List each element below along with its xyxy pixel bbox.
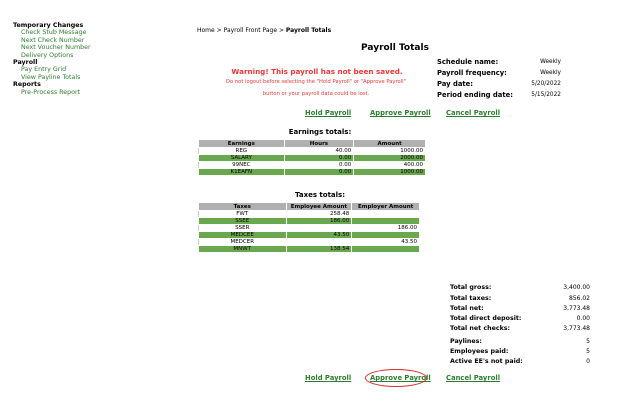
paylines-label: Paylines: bbox=[450, 338, 482, 345]
cancel-payroll-button-bottom[interactable]: Cancel Payroll bbox=[446, 374, 501, 382]
period-ending-date-value: 5/15/2022 bbox=[531, 92, 561, 98]
tax-code: FWT bbox=[199, 211, 287, 218]
sidebar-item-next-check-number[interactable]: Next Check Number bbox=[21, 36, 85, 44]
tax-code: SSER bbox=[199, 225, 287, 232]
schedule-name-label: Schedule name: bbox=[437, 58, 499, 66]
sidebar-item-pay-entry-grid[interactable]: Pay Entry Grid bbox=[21, 66, 67, 74]
table-row bbox=[199, 169, 426, 176]
period-ending-date-label: Period ending date: bbox=[437, 91, 513, 99]
tax-employee-amount bbox=[286, 225, 352, 232]
earnings-table bbox=[198, 139, 426, 176]
earnings-amount: 400.00 bbox=[354, 162, 426, 169]
total-gross-value: 3,400.00 bbox=[563, 284, 590, 291]
hold-payroll-button-bottom[interactable]: Hold Payroll bbox=[305, 374, 352, 382]
active-ees-not-paid-label: Active EE's not paid: bbox=[450, 358, 523, 365]
earnings-code: REG bbox=[199, 148, 285, 155]
warning-message: Do not logout before selecting the "Hold Payroll" or "Approve Payroll" bbox=[226, 79, 406, 85]
earnings-totals-title: Earnings totals: bbox=[288, 128, 352, 136]
tax-code: MEDCER bbox=[199, 239, 287, 246]
earnings-code: SALARY bbox=[199, 155, 285, 162]
employees-paid-value: 5 bbox=[586, 348, 590, 355]
pay-date-label: Pay date: bbox=[437, 80, 474, 88]
sidebar-nav bbox=[13, 22, 123, 96]
breadcrumb-home[interactable]: Home bbox=[197, 27, 215, 34]
tax-code: SSEE bbox=[199, 218, 287, 225]
table-row bbox=[199, 239, 420, 246]
earnings-code: K1EAFN bbox=[199, 169, 285, 176]
sidebar-item-check-stub-message[interactable]: Check Stub Message bbox=[21, 29, 87, 37]
approve-payroll-button-bottom[interactable]: Approve Payroll bbox=[370, 374, 431, 382]
tax-employer-amount: 43.50 bbox=[352, 239, 420, 246]
sidebar-item-delivery-options[interactable]: Delivery Options bbox=[21, 51, 74, 59]
total-taxes-label: Total taxes: bbox=[450, 295, 492, 302]
total-net-checks-value: 3,773.48 bbox=[563, 325, 590, 332]
hold-payroll-button[interactable]: Hold Payroll bbox=[305, 109, 352, 117]
total-net-checks-label: Total net checks: bbox=[450, 325, 511, 332]
table-row bbox=[199, 211, 420, 218]
earnings-hours: 0.00 bbox=[284, 169, 354, 176]
total-direct-deposit-label: Total direct deposit: bbox=[450, 315, 522, 322]
total-taxes-value: 856.02 bbox=[569, 295, 590, 302]
breadcrumb bbox=[197, 27, 331, 34]
schedule-name-value: Weekly bbox=[540, 59, 561, 65]
total-net-value: 3,773.48 bbox=[563, 305, 590, 312]
payroll-frequency-value: Weekly bbox=[540, 70, 561, 76]
breadcrumb-payroll-front-page[interactable]: Payroll Front Page bbox=[223, 27, 278, 34]
tax-employee-amount: 186.00 bbox=[286, 218, 352, 225]
tax-employee-amount bbox=[286, 239, 352, 246]
employee-amount-header: Employee Amount bbox=[286, 203, 352, 211]
earnings-code: 99NEC bbox=[199, 162, 285, 169]
table-row bbox=[199, 148, 426, 155]
tax-employee-amount: 138.54 bbox=[286, 246, 352, 253]
tax-employer-amount bbox=[352, 246, 420, 253]
warning-title: Warning! This payroll has not been saved. bbox=[231, 67, 403, 76]
table-row bbox=[199, 232, 420, 239]
sidebar-section-payroll: Payroll bbox=[13, 59, 38, 67]
table-row bbox=[199, 155, 426, 162]
tax-employer-amount bbox=[352, 218, 420, 225]
table-row bbox=[199, 225, 420, 232]
earnings-header: Earnings bbox=[199, 140, 285, 148]
earnings-hours: 0.00 bbox=[284, 162, 354, 169]
paylines-value: 5 bbox=[586, 338, 590, 345]
sidebar-section-temporary-changes: Temporary Changes bbox=[13, 22, 84, 29]
earnings-hours: 0.00 bbox=[284, 155, 354, 162]
breadcrumb-separator: > bbox=[216, 27, 222, 34]
payroll-frequency-label: Payroll frequency: bbox=[437, 69, 507, 77]
total-net-label: Total net: bbox=[450, 305, 484, 312]
earnings-amount: 2000.00 bbox=[354, 155, 426, 162]
tax-employee-amount: 43.50 bbox=[286, 232, 352, 239]
table-row bbox=[199, 162, 426, 169]
sidebar-item-pre-process-report[interactable]: Pre-Process Report bbox=[21, 88, 81, 96]
earnings-amount: 1000.00 bbox=[354, 148, 426, 155]
annotation-highlight-circle bbox=[365, 369, 427, 387]
taxes-header: Taxes bbox=[199, 203, 287, 211]
cancel-payroll-button[interactable]: Cancel Payroll bbox=[446, 109, 501, 117]
page-title: Payroll Totals bbox=[361, 43, 429, 53]
hours-header: Hours bbox=[284, 140, 354, 148]
earnings-amount: 1000.00 bbox=[354, 169, 426, 176]
earnings-hours: 40.00 bbox=[284, 148, 354, 155]
amount-header: Amount bbox=[354, 140, 426, 148]
tax-employer-amount bbox=[352, 232, 420, 239]
tax-employee-amount: 258.48 bbox=[286, 211, 352, 218]
tax-employer-amount bbox=[352, 211, 420, 218]
breadcrumb-separator: > bbox=[278, 27, 284, 34]
warning-message: button or your payroll data could be lost. bbox=[262, 91, 370, 97]
total-gross-label: Total gross: bbox=[450, 284, 492, 291]
approve-payroll-button[interactable]: Approve Payroll bbox=[370, 109, 431, 117]
sidebar-item-view-payline-totals[interactable]: View Payline Totals bbox=[21, 73, 81, 81]
pay-date-value: 5/20/2022 bbox=[531, 81, 561, 87]
table-row bbox=[199, 218, 420, 225]
taxes-totals-title: Taxes totals: bbox=[294, 191, 346, 199]
table-row bbox=[199, 246, 420, 253]
tax-code: MNWT bbox=[199, 246, 287, 253]
breadcrumb-current: Payroll Totals bbox=[285, 27, 332, 34]
employees-paid-label: Employees paid: bbox=[450, 348, 509, 355]
active-ees-not-paid-value: 0 bbox=[586, 358, 590, 365]
total-direct-deposit-value: 0.00 bbox=[576, 315, 590, 322]
sidebar-section-reports: Reports bbox=[13, 81, 41, 89]
tax-code: MEDCEE bbox=[199, 232, 287, 239]
employer-amount-header: Employer Amount bbox=[352, 203, 420, 211]
sidebar-item-next-voucher-number[interactable]: Next Voucher Number bbox=[21, 44, 91, 52]
tax-employer-amount: 186.00 bbox=[352, 225, 420, 232]
taxes-table bbox=[198, 202, 420, 253]
